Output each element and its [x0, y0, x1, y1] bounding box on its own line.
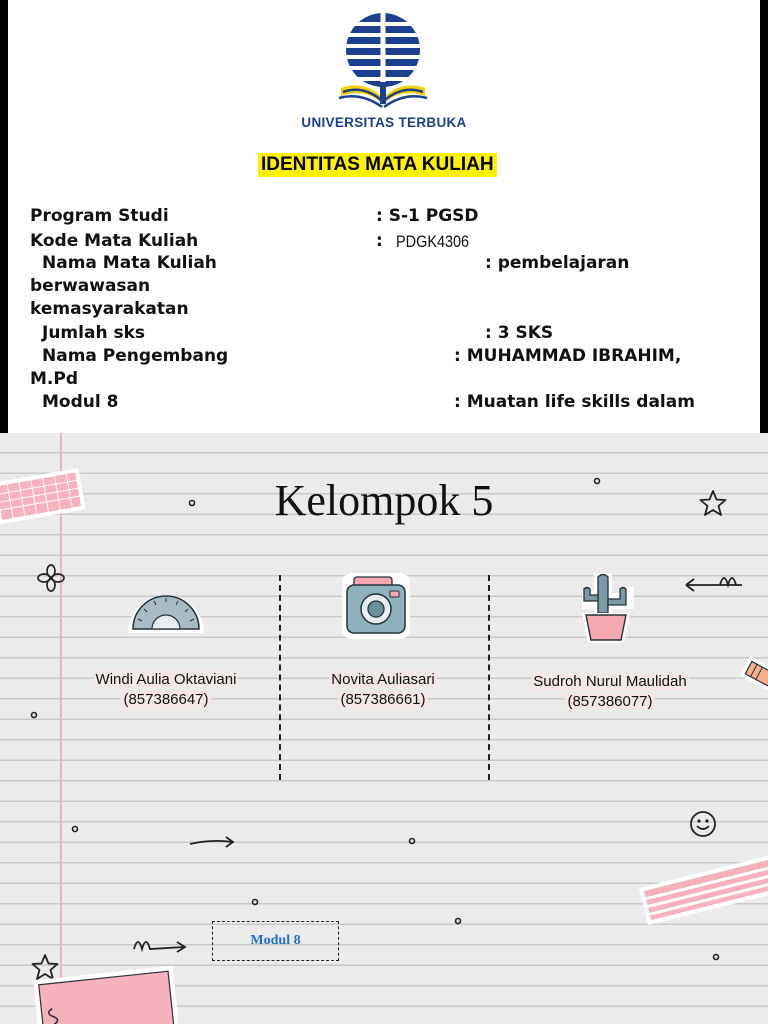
cactus-sticker [572, 569, 644, 653]
member-2-id: (857386661) [340, 691, 426, 708]
pengembang-continuation: M.Pd [30, 369, 79, 389]
member-3-id: (857386077) [567, 693, 653, 710]
member-3-name: Sudroh Nurul Maulidah [533, 673, 687, 690]
program-studi-label: Program Studi [30, 206, 169, 226]
camera-sticker [340, 567, 412, 643]
circle-doodle [28, 709, 40, 721]
pengembang-value: : MUHAMMAD IBRAHIM, [454, 346, 682, 366]
column-divider [488, 575, 490, 780]
modul-label: Modul 8 [42, 392, 119, 412]
circle-doodle [452, 915, 464, 927]
circle-doodle [186, 497, 198, 509]
circle-doodle [591, 475, 603, 487]
nama-continuation-2: kemasyarakatan [30, 299, 189, 319]
kode-value: PDGK4306 [396, 232, 470, 251]
arrow-doodle [188, 833, 238, 851]
circle-doodle [249, 896, 261, 908]
nama-continuation-1: berwawasan [30, 276, 151, 296]
member-1-name: Windi Aulia Oktaviani [95, 671, 237, 688]
pink-note-sticker [30, 963, 180, 1024]
flower-icon [36, 563, 66, 593]
nama-value: : pembelajaran [485, 253, 630, 273]
modul-label-box: Modul 8 [212, 921, 339, 961]
member-3 [500, 672, 720, 712]
sks-value: : 3 SKS [485, 323, 554, 343]
member-2-name: Novita Auliasari [331, 671, 435, 688]
sks-label: Jumlah sks [42, 323, 146, 343]
circle-doodle [406, 835, 418, 847]
group-slide [0, 433, 768, 1024]
university-logo-icon [333, 12, 433, 112]
column-divider [279, 575, 281, 780]
group-title: Kelompok 5 [274, 476, 494, 525]
kode-label: Kode Mata Kuliah [30, 231, 199, 251]
pengembang-label: Nama Pengembang [42, 346, 229, 366]
circle-doodle [69, 823, 81, 835]
program-studi-value: : S-1 PGSD [376, 206, 479, 226]
loop-arrow-doodle [680, 571, 746, 595]
member-2 [288, 670, 478, 710]
document-title: IDENTITAS MATA KULIAH [258, 153, 497, 177]
member-1 [60, 670, 272, 710]
pencil-sticker [732, 655, 768, 709]
washi-tape-sticker [636, 853, 768, 933]
nama-label: Nama Mata Kuliah [42, 253, 217, 273]
university-name: UNIVERSITAS TERBUKA [301, 115, 467, 130]
member-1-id: (857386647) [123, 691, 209, 708]
star-icon [698, 489, 728, 517]
protractor-sticker [124, 569, 208, 641]
loop-arrow-doodle [130, 935, 190, 959]
course-identity-document [8, 0, 760, 433]
kode-colon: : [376, 231, 383, 251]
modul-value: : Muatan life skills dalam [454, 392, 695, 412]
smiley-icon [688, 809, 718, 839]
circle-doodle [710, 951, 722, 963]
